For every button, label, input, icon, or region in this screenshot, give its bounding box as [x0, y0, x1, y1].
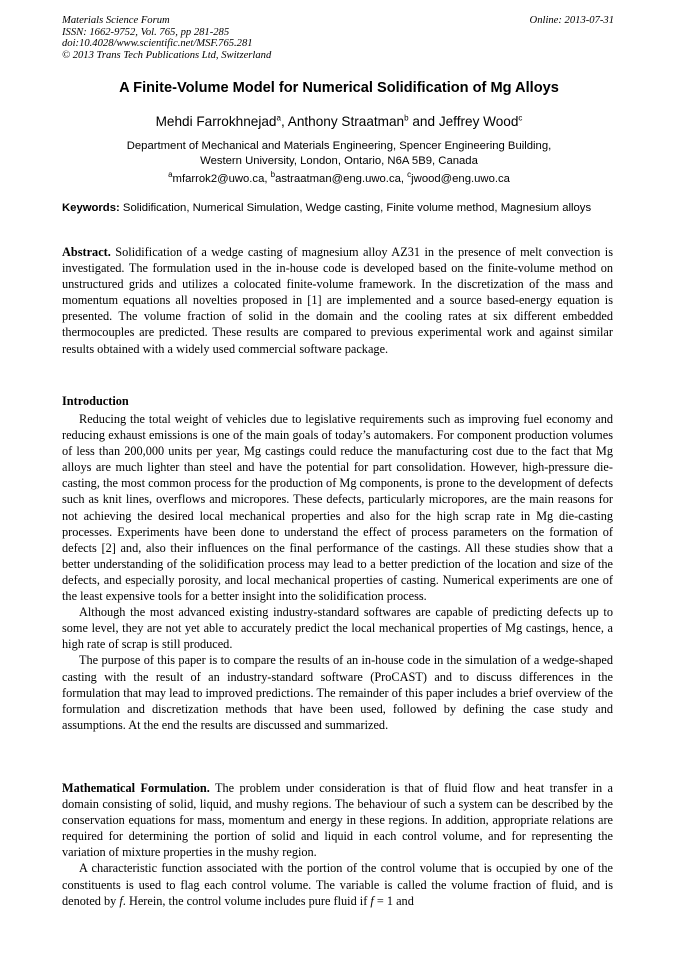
email-list	[0, 170, 678, 185]
author-list	[0, 114, 678, 129]
paragraph: Reducing the total weight of vehicles due to legislative requirements such as improving fuel economy and reducing exhaust emissions is one of the main goals of today’s automakers. For component production volumes of less than 200,000 units per year, Mg castings could reduce the manufacturing cost due to the fact that Mg alloys are much lighter than steel and have the potential for part consolidation. However, high-pressure die-casting, the most common process for the production of Mg components, is prone to the development of defects such as knit lines, overflows and micropores. These defects, particularly micropores, are the main reasons for not achieving the desired local mechanical properties and also for the high scrap rate in Mg die-casting processes. Experiments have been done to understand the effect of process parameters on the formation of defects [2] and, also their influences on the final performance of the castings. All these studies show that a better understanding of the solidification process may lead to a better prediction of the location and size of the defects, and especially porosity, and local mechanical properties of casting. Numerical experiments are one of the least expensive tools for a better insight into the solidification process.	[62, 412, 613, 604]
symbol-f: f	[370, 893, 374, 908]
issn-line: ISSN: 1662-9752, Vol. 765, pp 281-285	[62, 26, 230, 38]
math-para2-a: A characteristic function associated with the portion of the control volume that is occupied by one of the constituents is used to flag each control volume. The variable is called the volume fraction of fluid, and is denoted by	[62, 861, 613, 908]
introduction-heading: Introduction	[62, 394, 129, 408]
online-date: Online: 2013-07-31	[529, 15, 614, 26]
affiliation	[0, 139, 678, 168]
author-name: Anthony Straatman	[287, 114, 405, 129]
math-para1: The problem under consideration is that of fluid flow and heat transfer in a domain consisting of solid, liquid, and mushy regions. The behaviour of such a system can be described by the conservation equations for mass, momentum and energy in these regions. In addition, appropriate relations are required for determining the portion of solid and liquid in each control volume, and for representing the variation of mixture properties in the mushy region.	[62, 781, 613, 860]
email-separator: ,	[400, 173, 408, 185]
author-separator: ,	[280, 114, 288, 129]
email-separator: ,	[264, 173, 271, 185]
keywords-label: Keywords:	[62, 202, 120, 214]
email-address: mfarrok2@uwo.ca	[172, 173, 265, 185]
author-name: Mehdi Farrokhnejad	[155, 114, 277, 129]
introduction-body	[62, 411, 613, 733]
email-address: astraatman@eng.uwo.ca	[275, 173, 401, 185]
journal-name: Materials Science Forum	[62, 15, 170, 26]
math-heading: Mathematical Formulation.	[62, 781, 210, 795]
email-sup: a	[168, 170, 173, 180]
math-para2-c: = 1 and	[373, 893, 414, 908]
affiliation-line: Department of Mechanical and Materials Engineering, Spencer Engineering Building,	[126, 140, 552, 152]
author-sup: a	[276, 113, 281, 123]
affiliation-line: Western University, London, Ontario, N6A 5B9, Canada	[200, 154, 478, 167]
abstract-text: Solidification of a wedge casting of magnesium alloy AZ31 in the presence of melt convection is investigated. The formulation used in the in-house code is developed based on the finite-volume method on unstructured grids and utilizes a colocated finite-volume framework. In the discretization of the mass and momentum equations all novelties proposed in [1] are implemented and a source based-energy equation is presented. The volume fraction of solid in the domain and the cooling rates at six different embedded thermocouples are predicted. These results are compared to previous experimental work and against similar results obtained with a widely used commercial software package.	[62, 245, 613, 356]
author-sup: c	[518, 113, 523, 123]
keywords-text: Solidification, Numerical Simulation, Wedge casting, Finite volume method, Magnesium alloys	[122, 202, 592, 214]
math-formulation-section	[62, 780, 613, 909]
math-para2-b: . Herein, the control volume includes pure fluid if	[122, 893, 371, 908]
abstract-label: Abstract.	[62, 245, 111, 259]
keywords-block	[62, 201, 613, 216]
symbol-f: f	[119, 893, 123, 908]
email-sup: b	[270, 170, 276, 180]
author-sup: b	[404, 113, 409, 123]
email-sup: c	[407, 170, 412, 180]
abstract-block	[62, 244, 613, 357]
paragraph	[62, 860, 613, 908]
author-name: Jeffrey Wood	[438, 114, 519, 129]
paragraph	[62, 780, 613, 860]
journal-header	[62, 15, 271, 61]
paper-title: A Finite-Volume Model for Numerical Solidification of Mg Alloys	[119, 80, 559, 96]
copyright-line: © 2013 Trans Tech Publications Ltd, Switzerland	[62, 49, 272, 61]
author-separator: and	[408, 114, 439, 129]
paragraph: The purpose of this paper is to compare the results of an in-house code in the simulation of a wedge-shaped casting with the result of an industry-standard software (ProCAST) and to discuss differences in the formulation that may lead to improved predictions. The remainder of this paper includes a brief overview of the formulation and discretization methods that have been used, followed by defining the case study and assumptions. At the end the results are discussed and summarized.	[62, 653, 613, 732]
paragraph: Although the most advanced existing industry-standard softwares are capable of predicting defects up to some level, they are not yet able to accurately predict the local mechanical properties of Mg castings, hence, a high rate of scrap is still produced.	[62, 605, 613, 652]
doi-line: doi:10.4028/www.scientific.net/MSF.765.281	[62, 38, 253, 50]
email-address: jwood@eng.uwo.ca	[411, 173, 510, 185]
